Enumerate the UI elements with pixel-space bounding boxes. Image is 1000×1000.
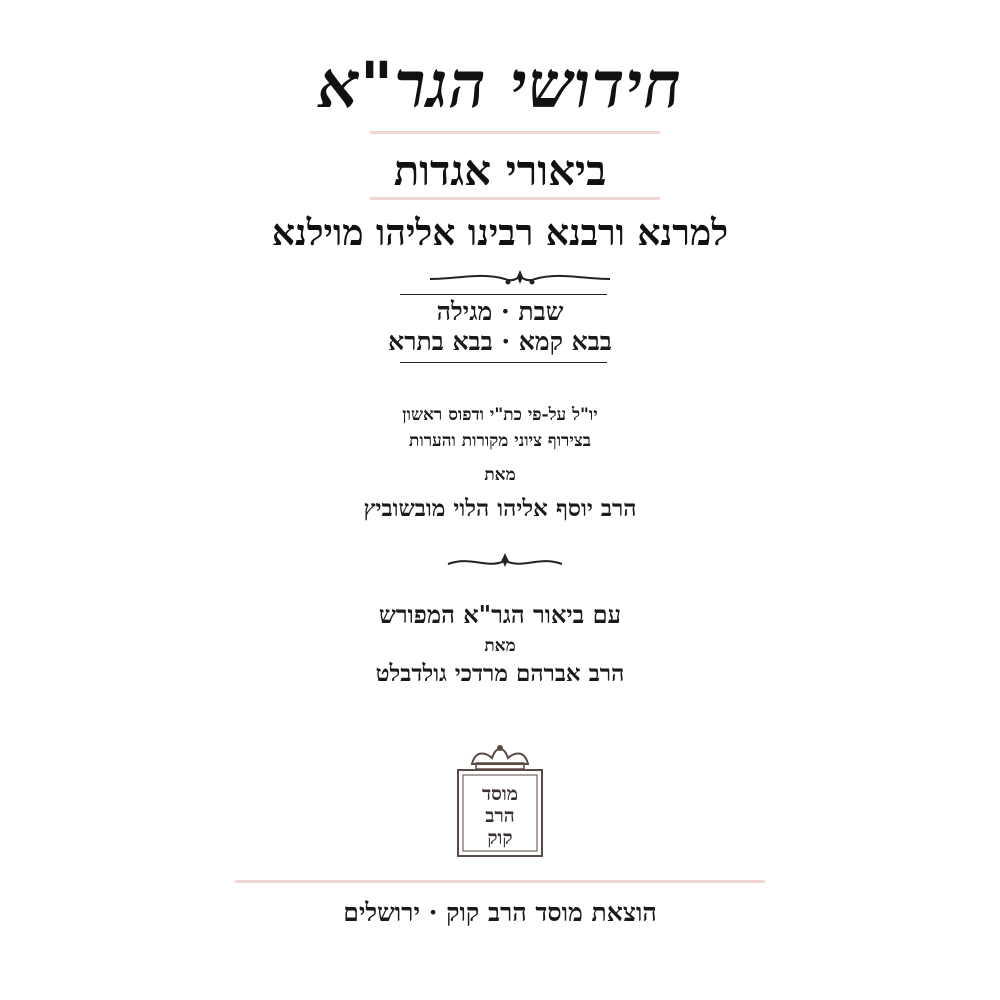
- title-divider: [370, 131, 660, 134]
- logo-line-1: מוסד: [481, 783, 519, 805]
- logo-line-2: הרב: [485, 805, 515, 827]
- edition-note-1: יו"ל על-פי כת"י ודפוס ראשון: [402, 405, 598, 425]
- logo-line-3: קוק: [487, 827, 513, 849]
- by-label-1: מאת: [484, 465, 516, 485]
- edition-note-2: בצירוף ציוני מקורות והערות: [409, 431, 591, 451]
- volumes-rule-bottom: [400, 362, 607, 363]
- commentator-name: הרב אברהם מרדכי גולדבלט: [375, 660, 625, 687]
- author-line: למרנא ורבנא רבינו אליהו מוילנא: [271, 212, 729, 254]
- ornament-divider-top: [420, 268, 620, 290]
- book-title: חידושי הגר"א: [317, 48, 683, 123]
- ornament-divider-middle: [440, 550, 570, 574]
- editor-name: הרב יוסף אליהו הלוי מובשוביץ: [363, 495, 637, 522]
- publisher-line: הוצאת מוסד הרב קוק · ירושלים: [343, 898, 657, 927]
- volumes-rule-top: [400, 294, 607, 295]
- publisher-divider: [235, 880, 765, 883]
- mossad-harav-kook-logo: [454, 740, 546, 860]
- volumes-line-1: שבת · מגילה: [436, 297, 564, 326]
- subtitle-divider: [370, 197, 660, 200]
- commentary-line: עם ביאור הגר"א המפורש: [378, 600, 622, 629]
- volumes-line-2: בבא קמא · בבא בתרא: [388, 327, 612, 356]
- book-subtitle: ביאורי אגדות: [393, 146, 607, 195]
- by-label-2: מאת: [484, 636, 516, 656]
